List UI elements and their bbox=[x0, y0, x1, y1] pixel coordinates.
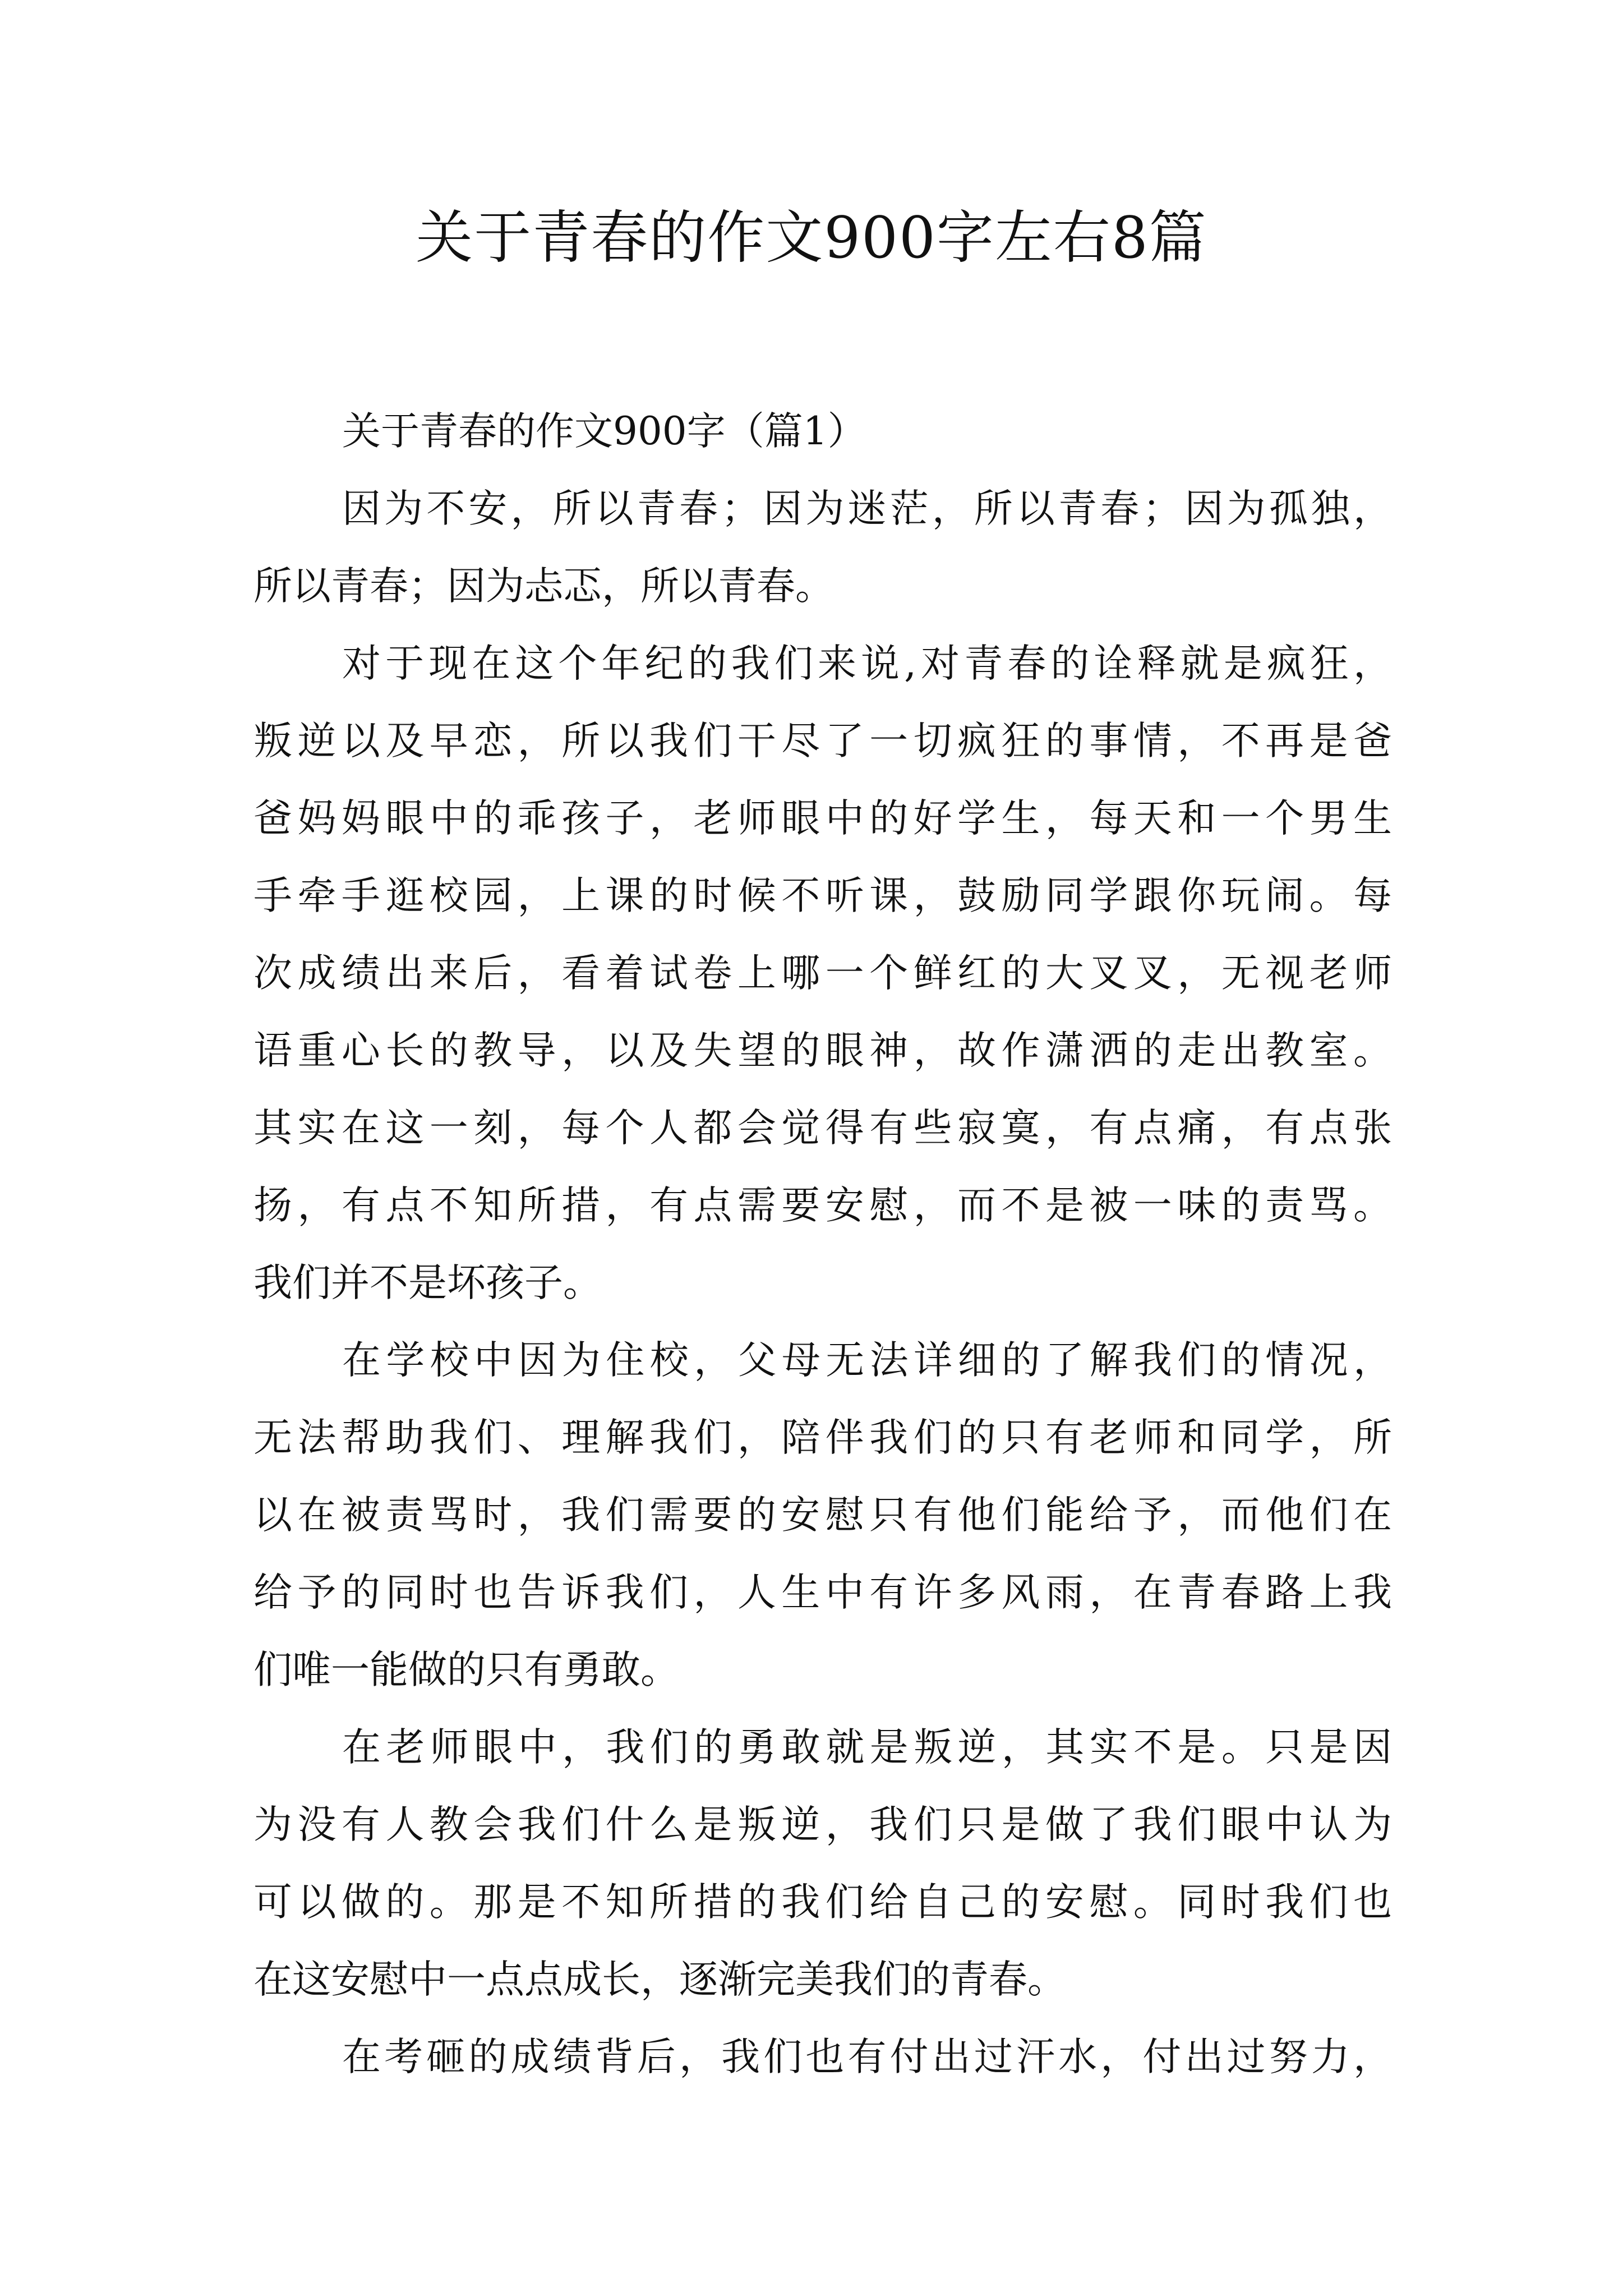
body-line: 无法帮助我们、理解我们，陪伴我们的只有老师和同学，所 bbox=[253, 1415, 1392, 1460]
body-line: 在这安慰中一点点成长，逐渐完美我们的青春。 bbox=[253, 1957, 1066, 2002]
body-line: 所以青春；因为忐忑，所以青春。 bbox=[253, 564, 834, 609]
body-line: 们唯一能做的只有勇敢。 bbox=[253, 1648, 679, 1692]
body-line: 为没有人教会我们什么是叛逆，我们只是做了我们眼中认为 bbox=[253, 1802, 1392, 1847]
body-line: 在考砸的成绩背后，我们也有付出过汗水，付出过努力， bbox=[342, 2035, 1392, 2079]
body-line: 扬，有点不知所措，有点需要安慰，而不是被一味的责骂。 bbox=[253, 1183, 1392, 1228]
section-heading: 关于青春的作文900字（篇1） bbox=[342, 409, 866, 454]
body-line: 语重心长的教导，以及失望的眼神，故作潇洒的走出教室。 bbox=[253, 1028, 1392, 1073]
body-line: 叛逆以及早恋，所以我们干尽了一切疯狂的事情，不再是爸 bbox=[253, 719, 1392, 763]
body-line: 在老师眼中，我们的勇敢就是叛逆，其实不是。只是因 bbox=[342, 1725, 1392, 1770]
document-body bbox=[253, 393, 1392, 2096]
body-line: 我们并不是坏孩子。 bbox=[253, 1260, 602, 1305]
body-line: 爸妈妈眼中的乖孩子，老师眼中的好学生，每天和一个男生 bbox=[253, 796, 1392, 841]
body-line: 次成绩出来后，看着试卷上哪一个鲜红的大叉叉，无视老师 bbox=[253, 951, 1392, 996]
body-line: 其实在这一刻，每个人都会觉得有些寂寞，有点痛，有点张 bbox=[253, 1106, 1392, 1151]
body-line: 因为不安，所以青春；因为迷茫，所以青春；因为孤独， bbox=[342, 486, 1392, 531]
body-line: 手牵手逛校园，上课的时候不听课，鼓励同学跟你玩闹。每 bbox=[253, 873, 1392, 918]
body-line: 对于现在这个年纪的我们来说,对青春的诠释就是疯狂， bbox=[342, 641, 1392, 686]
body-line: 给予的同时也告诉我们，人生中有许多风雨，在青春路上我 bbox=[253, 1570, 1392, 1615]
document-title: 关于青春的作文900字左右8篇 bbox=[416, 205, 1207, 272]
body-line: 在学校中因为住校，父母无法详细的了解我们的情况， bbox=[342, 1338, 1392, 1383]
body-line: 可以做的。那是不知所措的我们给自己的安慰。同时我们也 bbox=[253, 1880, 1392, 1925]
body-line: 以在被责骂时，我们需要的安慰只有他们能给予，而他们在 bbox=[253, 1493, 1392, 1538]
